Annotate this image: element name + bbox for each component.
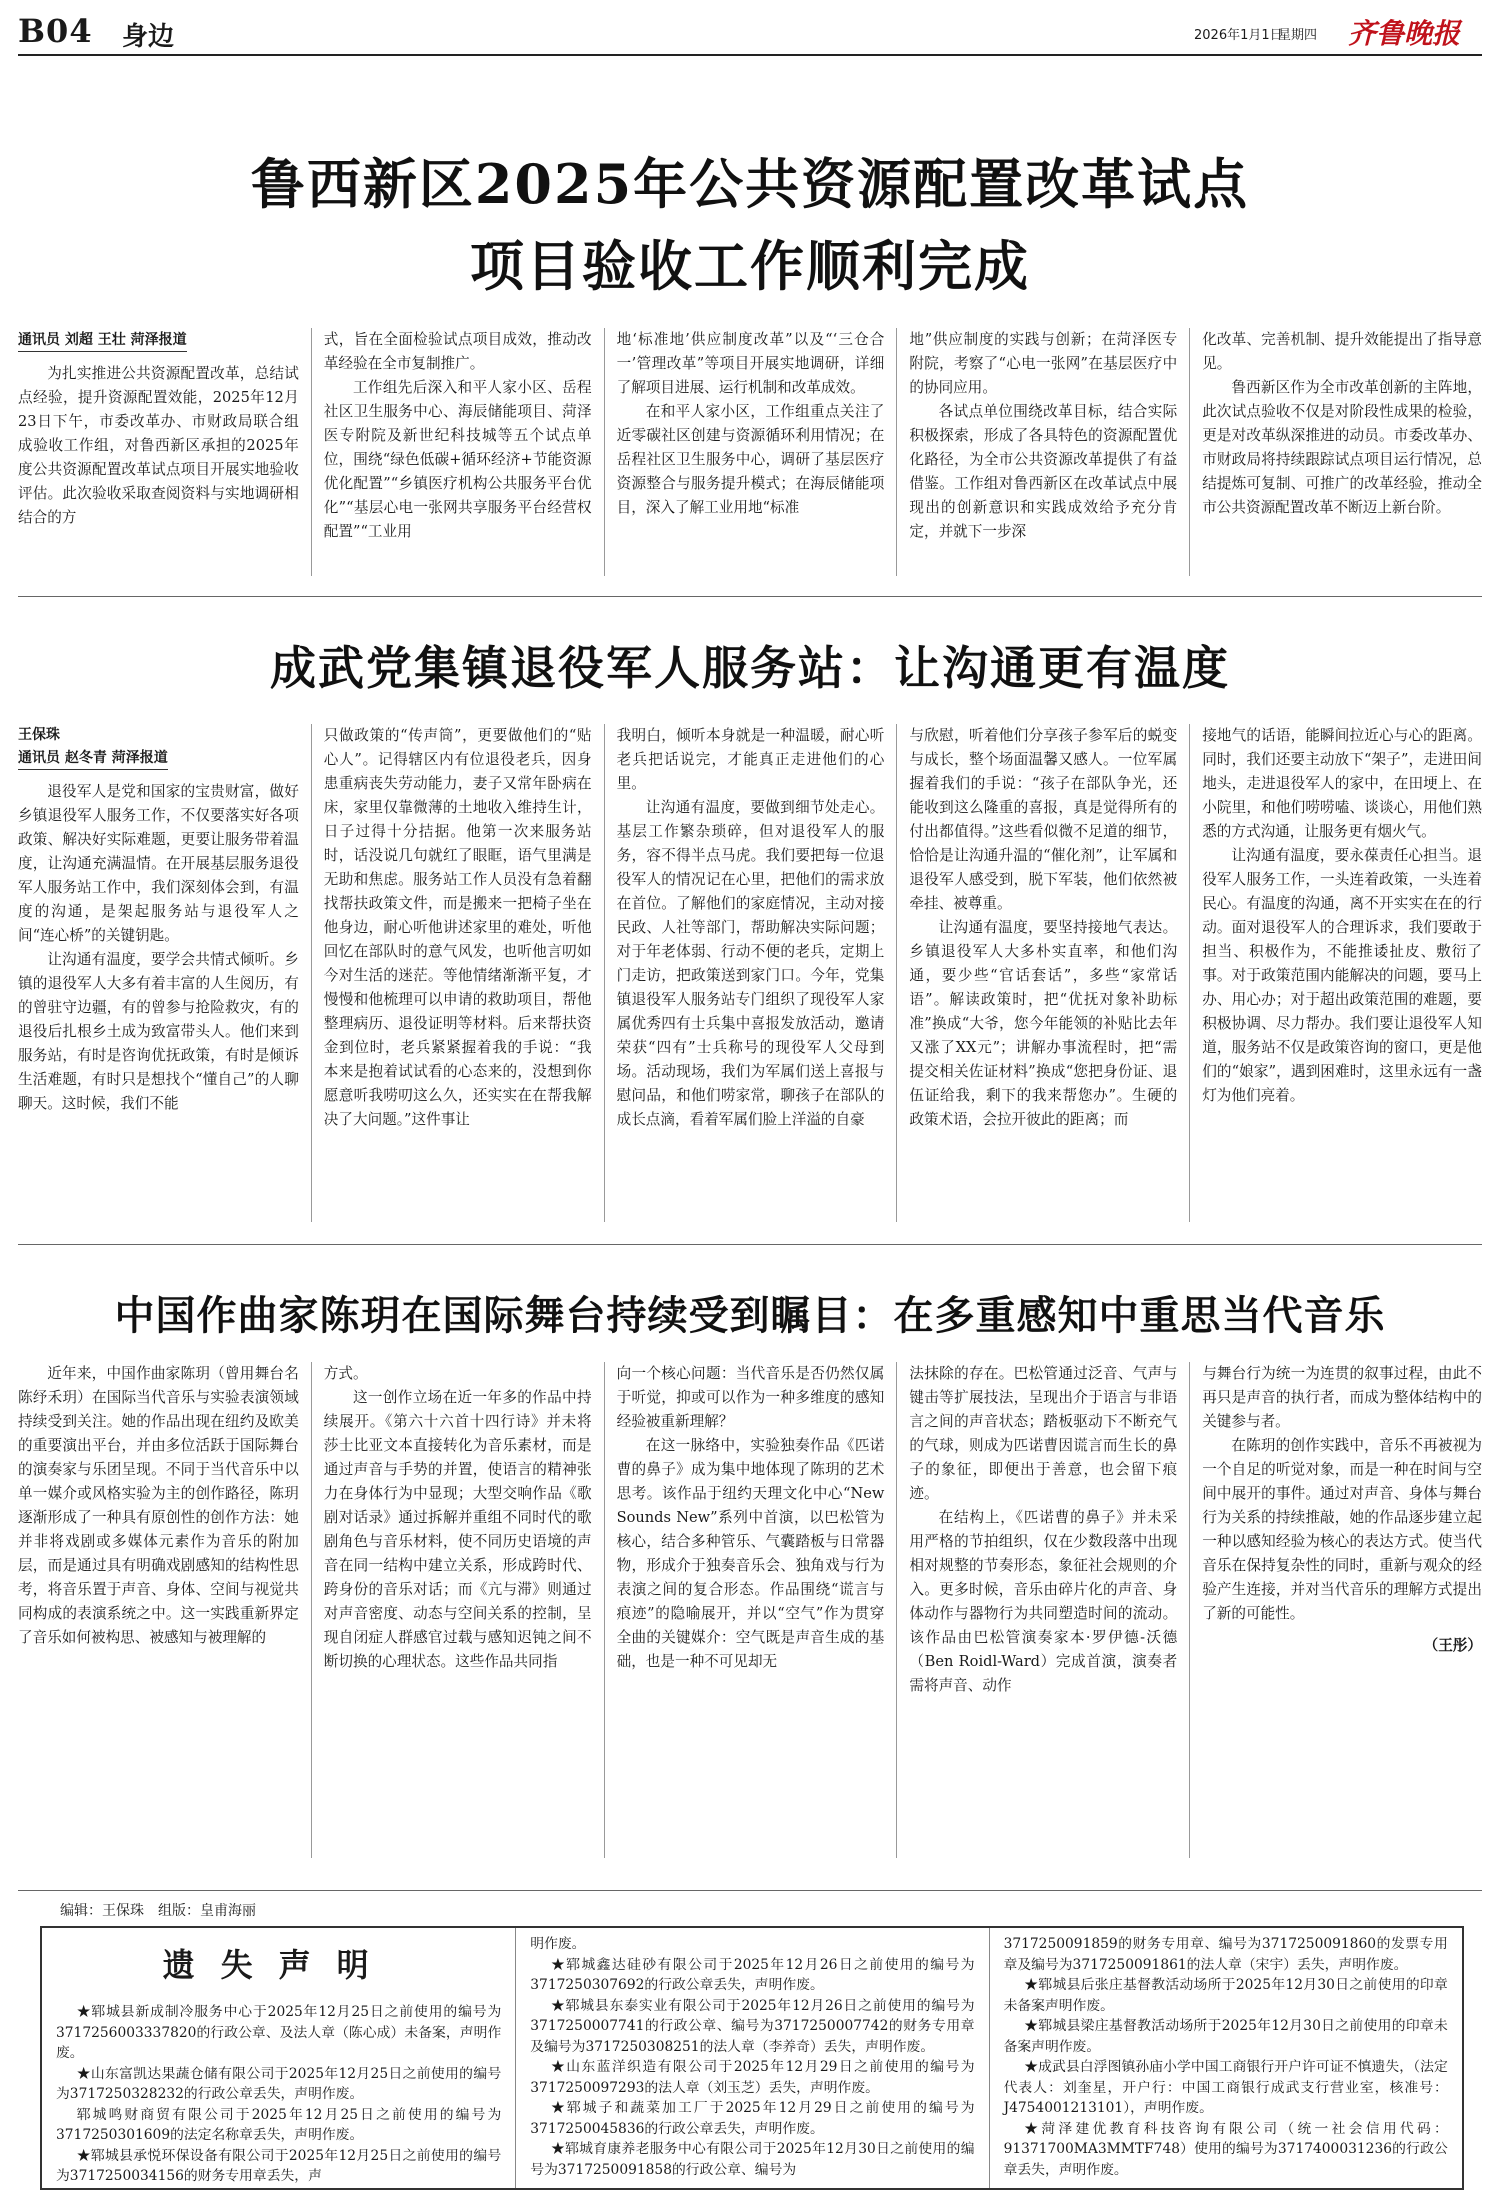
article1-column (311, 328, 604, 576)
section-divider (18, 1890, 1482, 1891)
article1-title-line2: 项目验收工作顺利完成 (470, 234, 1030, 298)
editor-credits: 编辑：王保珠 组版：皇甫海丽 (60, 1903, 256, 1919)
notice-item: 郓城鸣财商贸有限公司于2025年12月25日之前使用的编号为3717250301609的法定名称章丢失，声明作废。 (56, 2106, 502, 2143)
paragraph: 让沟通有温度，要做到细节处走心。基层工作繁杂琐碎，但对退役军人的服务，容不得半点马虎。我们要把每一位退役军人的情况记在心里，把他们的需求放在首位。了解他们的家庭情况，主动对接民政、人社等部门，帮助解决实际问题；对于年老体弱、行动不便的老兵，定期上门走访，把政策送到家门口。今年，党集镇退役军人服务站专门组织了现役军人家属优秀四有士兵集中喜报发放活动，邀请荣获“四有”士兵称号的现役军人父母到场。活动现场，我们为军属们送上喜报与慰问品，和他们唠家常，聊孩子在部队的成长点滴，看着军属们脸上洋溢的自豪 (616, 799, 885, 1128)
article3-body (18, 1362, 1482, 1858)
article1-title-line1: 鲁西新区2025年公共资源配置改革试点 (250, 152, 1250, 216)
notice-item: ★郓城子和蔬菜加工厂于2025年12月29日之前使用的编号为3717250045836的行政公章丢失，声明作废。 (530, 2100, 975, 2137)
article2-column (311, 724, 604, 1222)
article2-body (18, 724, 1482, 1222)
article3-column (18, 1362, 311, 1858)
article1-column (18, 328, 311, 576)
paragraph: 地‘标准地’供应制度改革”以及“‘三仓合一’管理改革”等项目开展实地调研，详细了解项目进展、运行机制和改革成效。 (616, 331, 885, 396)
article3-column (604, 1362, 897, 1858)
paper-logo: 齐鲁晚报 (1348, 17, 1461, 50)
paragraph: 与欣慰，听着他们分享孩子参军后的蜕变与成长，整个场面温馨又感人。一位军属握着我们的手说：“孩子在部队争光，还能收到这么隆重的喜报，真是觉得所有的付出都值得。”这些看似微不足道的细节，恰恰是让沟通升温的“催化剂”，让军属和退役军人感受到，脱下军装，他们依然被牵挂、被尊重。 (909, 727, 1178, 912)
article1-column (1189, 328, 1482, 576)
article1-byline: 通讯员 刘超 王壮 菏泽报道 (18, 329, 187, 352)
issue-weekday: 星期四 (1278, 28, 1318, 43)
paragraph: 工作组先后深入和平人家小区、岳程社区卫生服务中心、海辰储能项目、菏泽医专附院及新世纪科技城等五个试点单位，围绕“绿色低碳+循环经济+节能资源优化配置”“乡镇医疗机构公共服务平台优化”“基层心电一张网共享服务平台经营权配置”“工业用 (323, 379, 592, 540)
article1-column (604, 328, 897, 576)
lost-notice-box (40, 1926, 1464, 2190)
article3-column (896, 1362, 1189, 1858)
section-name: 身边 (122, 22, 175, 52)
notice-item: 3717250091859的财务专用章、编号为3717250091860的发票专用章及编号为3717250091861的法人章（宋宇）丢失，声明作废。 (1003, 1936, 1448, 1973)
paragraph: 各试点单位围绕改革目标，结合实际积极探索，形成了各具特色的资源配置优化路径，为全市公共资源改革提供了有益借鉴。工作组对鲁西新区在改革试点中展现出的创新意识和实践成效给予充分肯定，并就下一步深 (909, 403, 1178, 540)
paragraph: 在和平人家小区，工作组重点关注了近零碳社区创建与资源循环利用情况；在岳程社区卫生服务中心，调研了基层医疗资源整合与服务提升模式；在海辰储能项目，深入了解工业用地“标准 (616, 403, 885, 516)
paragraph: 退役军人是党和国家的宝贵财富，做好乡镇退役军人服务工作，不仅要落实好各项政策、解决好实际难题，更要让服务带着温度，让沟通充满温情。在开展基层服务退役军人服务站工作中，我们深刻体会到，有温度的沟通，是架起服务站与退役军人之间“连心桥”的关键钥匙。 (18, 783, 299, 944)
notice-item: ★郓城鑫达硅砂有限公司于2025年12月26日之前使用的编号为3717250307692的行政公章丢失，声明作废。 (530, 1956, 975, 1993)
paragraph: 与舞台行为统一为连贯的叙事过程，由此不再只是声音的执行者，而成为整体结构中的关键参与者。 (1202, 1365, 1482, 1430)
article3-column (311, 1362, 604, 1858)
notice-item: ★郓城县后张庄基督教活动场所于2025年12月30日之前使用的印章未备案声明作废。 (1003, 1977, 1448, 2014)
paragraph: 接地气的话语，能瞬间拉近心与心的距离。同时，我们还要主动放下“架子”，走进田间地头，走进退役军人的家中，在田埂上、在小院里，和他们唠唠嗑、谈谈心，用他们熟悉的方式沟通，让服务更有烟火气。 (1202, 727, 1482, 840)
paragraph: 让沟通有温度，要学会共情式倾听。乡镇的退役军人大多有着丰富的人生阅历，有的曾驻守边疆，有的曾参与抢险救灾，有的退役后扎根乡土成为致富带头人。他们来到服务站，有时是咨询优抚政策，有时是倾诉生活难题，有时只是想找个“懂自己”的人聊聊天。这时候，我们不能 (18, 951, 299, 1112)
article1-body (18, 328, 1482, 576)
paragraph: 只做政策的“传声筒”，更要做他们的“贴心人”。记得辖区内有位退役老兵，因身患重病丧失劳动能力，妻子又常年卧病在床，家里仅靠微薄的土地收入维持生计，日子过得十分拮据。他第一次来服务站时，话没说几句就红了眼眶，语气里满是无助和焦虑。服务站工作人员没有急着翻找帮扶政策文件，而是搬来一把椅子坐在他身边，耐心听他讲述家里的难处，听他回忆在部队时的意气风发，也听他言叨如今对生活的迷茫。等他情绪渐渐平复，才慢慢和他梳理可以申请的救助项目，帮他整理病历、退役证明等材料。后来帮扶资金到位时，老兵紧紧握着我的手说：“我本来是抱着试试看的心态来的，没想到你愿意听我唠叨这么久，还实实在在帮我解决了大问题。”这件事让 (323, 727, 592, 1128)
article2-column (1189, 724, 1482, 1222)
paragraph: 近年来，中国作曲家陈玥（曾用舞台名陈纾禾玥）在国际当代音乐与实验表演领域持续受到关注。她的作品出现在纽约及欧美的重要演出平台，并由多位活跃于国际舞台的演奏家与乐团呈现。不同于当代音乐中以单一媒介或风格实验为主的创作路径，陈玥逐渐形成了一种具有原创性的创作方法：她并非将戏剧或多媒体元素作为音乐的附加层，而是通过具有明确戏剧感知的结构性思考，将音乐置于声音、身体、空间与视觉共同构成的表演系统之中。这一实践重新界定了音乐如何被构思、被感知与被理解的 (18, 1365, 299, 1646)
paragraph: 我明白，倾听本身就是一种温暖，耐心听老兵把话说完，才能真正走进他们的心里。 (616, 727, 885, 792)
notice-item: ★郓城育康养老服务中心有限公司于2025年12月30日之前使用的编号为3717250091858的行政公章、编号为 (530, 2141, 975, 2178)
notice-column (515, 1928, 988, 2188)
section-divider (18, 596, 1482, 597)
issue-date: 2026年1月1日 (1194, 28, 1283, 43)
paragraph: 在结构上，《匹诺曹的鼻子》并未采用严格的节拍组织，仅在少数段落中出现相对规整的节奏形态，象征社会规则的介入。更多时候，音乐由碎片化的声音、身体动作与器物行为共同塑造时间的流动。该作品由巴松管演奏家本·罗伊德-沃德（Ben Roidl-Ward）完成首演，演奏者需将声音、动作 (909, 1509, 1178, 1694)
notice-title: 遗失声明 (162, 1946, 395, 1984)
section-divider (18, 1244, 1482, 1245)
notice-item: ★郓城县新成制冷服务中心于2025年12月25日之前使用的编号为3717256003337820的行政公章、及法人章（陈心成）未备案，声明作废。 (56, 2004, 502, 2061)
paragraph: 化改革、完善机制、提升效能提出了指导意见。 (1202, 331, 1482, 372)
notice-item: ★山东蓝洋织造有限公司于2025年12月29日之前使用的编号为3717250097293的法人章（刘玉芝）丢失，声明作废。 (530, 2059, 975, 2096)
article2-column (896, 724, 1189, 1222)
article3-title: 中国作曲家陈玥在国际舞台持续受到瞩目：在多重感知中重思当代音乐 (114, 1292, 1386, 1339)
notice-item: ★成武县白浮图镇孙庙小学中国工商银行开户许可证不慎遗失，（法定代表人：刘奎星，开户行：中国工商银行成武支行营业室，核准号：J4754001213101），声明作废。 (1003, 2059, 1448, 2116)
masthead (18, 10, 1482, 56)
paragraph: 法抹除的存在。巴松管通过泛音、气声与键击等扩展技法，呈现出介于语言与非语言之间的声音状态；踏板驱动下不断充气的气球，则成为匹诺曹因谎言而生长的鼻子的象征，即便出于善意，也会留下痕迹。 (909, 1365, 1178, 1502)
paragraph: 让沟通有温度，要坚持接地气表达。乡镇退役军人大多朴实直率，和他们沟通，要少些“官话套话”，多些“家常话语”。解读政策时，把“优抚对象补助标准”换成“大爷，您今年能领的补贴比去年又涨了XX元”；讲解办事流程时，把“需提交相关佐证材料”换成“您把身份证、退伍证给我，剩下的我来帮您办”。生硬的政策术语，会拉开彼此的距离；而 (909, 919, 1178, 1128)
paragraph: 向一个核心问题：当代音乐是否仍然仅属于听觉，抑或可以作为一种多维度的感知经验被重新理解？ (616, 1365, 885, 1430)
article2-author: 王保珠 (18, 727, 60, 743)
paragraph: 方式。 (323, 1365, 368, 1382)
notice-item: ★郓城县东泰实业有限公司于2025年12月26日之前使用的编号为3717250007741的行政公章、编号为3717250007742的财务专用章及编号为3717250308251的法人章（李养奇）丢失，声明作废。 (530, 1997, 975, 2055)
article2-column (18, 724, 311, 1222)
notice-item: 明作废。 (530, 1936, 586, 1952)
article1-column (896, 328, 1189, 576)
paragraph: 鲁西新区作为全市改革创新的主阵地，此次试点验收不仅是对阶段性成果的检验，更是对改革纵深推进的动员。市委改革办、市财政局将持续跟踪试点项目运行情况，总结提炼可复制、可推广的改革经验，推动全市公共资源配置改革不断迈上新台阶。 (1202, 379, 1482, 516)
paragraph: 在这一脉络中，实验独奏作品《匹诺曹的鼻子》成为集中地体现了陈玥的艺术思考。该作品于纽约天理文化中心“New Sounds New”系列中首演，以巴松管为核心，结合多种管乐、气囊踏板与日常器物，形成介于独奏音乐会、独角戏与行为表演之间的复合形态。作品围绕“谎言与痕迹”的隐喻展开，并以“空气”作为贯穿全曲的关键媒介：空气既是声音生成的基础，也是一种不可见却无 (616, 1437, 885, 1670)
paragraph: 在陈玥的创作实践中，音乐不再被视为一个自足的听觉对象，而是一种在时间与空间中展开的事件。通过对声音、身体与舞台行为关系的持续推敲，她的作品逐步建立起一种以感知经验为核心的表达方式。使当代音乐在保持复杂性的同时，重新与观众的经验产生连接，并对当代音乐的理解方式提出了新的可能性。 (1202, 1437, 1482, 1622)
notice-item: ★郓城县梁庄基督教活动场所于2025年12月30日之前使用的印章未备案声明作废。 (1003, 2018, 1448, 2055)
paragraph: 让沟通有温度，要永葆责任心担当。退役军人服务工作，一头连着政策，一头连着民心。有温度的沟通，离不开实实在在的行动。面对退役军人的合理诉求，我们要敢于担当、积极作为，不能推诿扯皮、敷衍了事。对于政策范围内能解决的问题，要马上办、用心办；对于超出政策范围的难题，要积极协调、尽力帮办。我们要让退役军人知道，服务站不仅是政策咨询的窗口，更是他们的“娘家”，遇到困难时，这里永远有一盏灯为他们亮着。 (1202, 847, 1482, 1104)
page-number: B04 (18, 12, 93, 50)
notice-item: ★山东富凯达果蔬仓储有限公司于2025年12月25日之前使用的编号为3717250328232的行政公章丢失，声明作废。 (56, 2065, 502, 2102)
paragraph: 为扎实推进公共资源配置改革，总结试点经验，提升资源配置效能，2025年12月23日下午，市委改革办、市财政局联合组成验收工作组，对鲁西新区承担的2025年度公共资源配置改革试点项目开展实地验收评估。此次验收采取查阅资料与实地调研相结合的方 (18, 365, 299, 526)
paragraph: 这一创作立场在近一年多的作品中持续展开。《第六十六首十四行诗》并未将莎士比亚文本直接转化为音乐素材，而是通过声音与手势的并置，使语言的精神张力在身体行为中显现；大型交响作品《歌剧对话录》通过拆解并重组不同时代的歌剧角色与音乐材料，使不同历史语境的声音在同一结构中建立关系，形成跨时代、跨身份的音乐对话；而《亢与滞》则通过对声音密度、动态与空间关系的控制，呈现自闭症人群感官过载与感知迟钝之间不断切换的心理状态。这些作品共同指 (323, 1389, 592, 1670)
article3-column (1189, 1362, 1482, 1858)
notice-item: ★郓城县承悦环保设备有限公司于2025年12月25日之前使用的编号为3717250034156的财务专用章丢失，声 (56, 2147, 502, 2184)
notice-column (42, 1928, 515, 2188)
article2-byline: 通讯员 赵冬青 菏泽报道 (18, 747, 168, 770)
paragraph: 地”供应制度的实践与创新；在菏泽医专附院，考察了“心电一张网”在基层医疗中的协同应用。 (909, 331, 1178, 396)
notice-column (989, 1928, 1462, 2188)
article2-title: 成武党集镇退役军人服务站：让沟通更有温度 (270, 641, 1230, 695)
notice-item: ★菏泽建优教育科技咨询有限公司（统一社会信用代码：91371700MA3MMTF748）使用的编号为3717400031236的行政公章丢失，声明作废。 (1003, 2120, 1448, 2178)
article2-column (604, 724, 897, 1222)
article3-signoff: （王彤） (1423, 1637, 1482, 1654)
paragraph: 式，旨在全面检验试点项目成效，推动改革经验在全市复制推广。 (323, 331, 592, 372)
